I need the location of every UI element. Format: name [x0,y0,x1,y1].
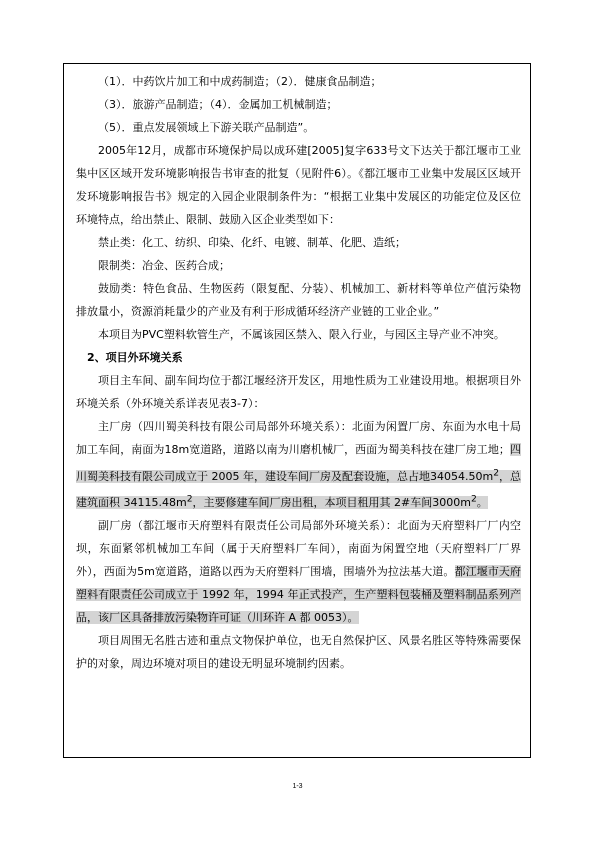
list-line-1: （1）．中药饮片加工和中成药制造；（2）．健康食品制造； [98,75,382,88]
approval-paragraph: 2005年12月，成都市环境保护局以成环建[2005]复字633号文下达关于都江堰市工业集中区区域开发环境影响报告书审查的批复（见附件6）。《都江堰市工业集中发展区区域开发环境影响报告书》规定的入园企业限制条件为：“根据工业集中发展区的功能定位及区位环境特点，给出禁止、限制、鼓励入区企业类型如下： [76,144,521,226]
encouraged-category: 鼓励类：特色食品、生物医药（限复配、分装）、机械加工、新材料等单位产值污染物排放量小，资源消耗量少的产业及有利于形成循环经济产业链的工业企业。” [76,282,521,318]
document-body [76,70,521,675]
main-plant-surroundings: 主厂房（四川蜀美科技有限公司局部外环境关系）：北面为闲置厂房、东面为水电十局加工车间，南面为18m宽道路，道路以南为川磨机械厂，西面为蜀美科技在建厂房工地； [76,420,521,456]
secondary-plant-surroundings: 副厂房（都江堰市天府塑料有限责任公司局部外环境关系）：北面为天府塑料厂厂内空坝，东面紧邻机械加工车间（属于天府塑料厂车间），南面为闲置空地（天府塑料厂厂界外），西面为5m宽道路，道路以西为天府塑料厂围墙，围墙外为拉法基大道。 [76,519,521,579]
project-compliance-paragraph: 本项目为PVC塑料软管生产，不属该园区禁入、限入行业，与园区主导产业不冲突。 [98,328,505,341]
main-plant-paragraph [76,415,521,514]
section-heading: 2、项目外环境关系 [87,351,183,364]
prohibited-category: 禁止类：化工、纺织、印染、化纤、电镀、制革、化肥、造纸； [98,236,406,249]
location-paragraph: 项目主车间、副车间均位于都江堰经济开发区，用地性质为工业建设用地。根据项目外环境关系（外环境关系详表见表3-7）： [76,374,521,410]
list-line-2: （3）．旅游产品制造；（4）．金属加工机械制造； [98,98,338,111]
surroundings-conclusion: 项目周围无名胜古迹和重点文物保护单位，也无自然保护区、风景名胜区等特殊需要保护的对象，周边环境对项目的建设无明显环境制约因素。 [76,634,521,671]
secondary-plant-paragraph [76,514,521,629]
page-number: 1-3 [292,783,303,790]
restricted-category: 限制类：冶金、医药合成； [98,259,230,272]
main-plant-company-info: 四川蜀美科技有限公司成立于 2005 年，建设车间厂房及配套设施，总占地$34054.50m^2$，总建筑面积 $34115.48m^2$，主要修建车间厂房出租，本项目租用其 2#车间$3000m^2$。 [76,443,522,510]
list-line-3: （5）．重点发展领域上下游关联产品制造”。 [98,121,315,134]
secondary-plant-company-info: 都江堰市天府塑料有限责任公司成立于 1992 年，1994 年正式投产，生产塑料包装桶及塑料制品系列产品，该厂区具备排放污染物许可证（川环许 A 都 0053）。 [76,565,521,625]
